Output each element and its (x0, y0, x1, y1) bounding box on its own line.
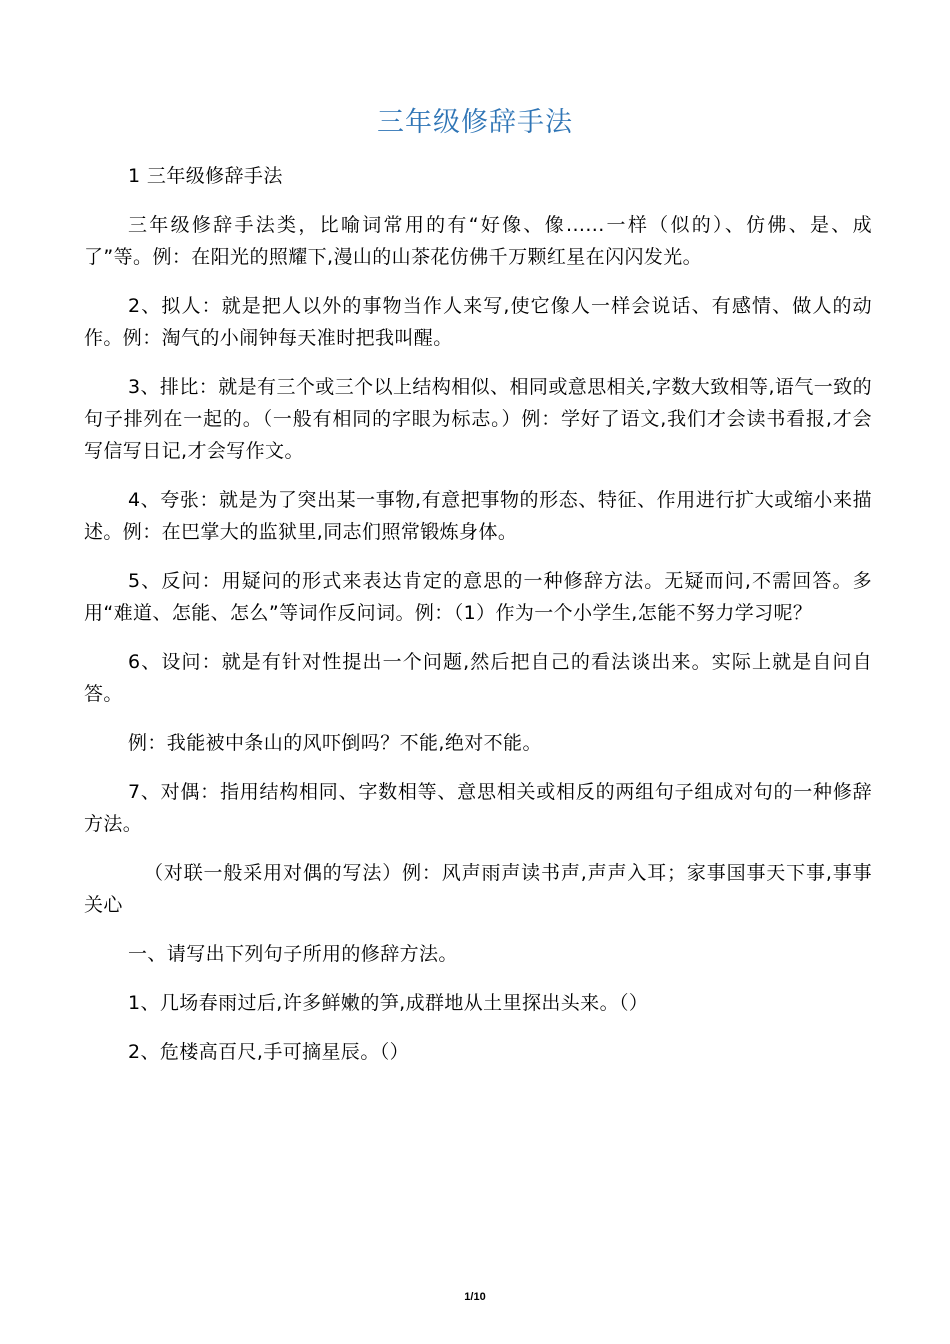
paragraph-antithesis-example: （对联一般采用对偶的写法）例：风声雨声读书声,声声入耳；家事国事天下事,事事关心 (84, 862, 872, 916)
paragraph-simile: 三年级修辞手法类，比喻词常用的有“好像、像......一样（似的）、仿佛、是、成了”等。例：在阳光的照耀下,漫山的山茶花仿佛千万颗红星在闪闪发光。 (84, 214, 872, 268)
section-heading: 1 三年级修辞手法 (128, 165, 283, 187)
paragraph-rhetorical-question: 5、反问：用疑问的形式来表达肯定的意思的一种修辞方法。无疑而问,不需回答。多用“难道、怎能、怎么”等词作反问词。例：（1）作为一个小学生,怎能不努力学习呢？ (84, 570, 872, 624)
paragraph-self-question: 6、设问：就是有针对性提出一个问题,然后把自己的看法谈出来。实际上就是自问自答。 (84, 651, 872, 705)
exercise-heading: 一、请写出下列句子所用的修辞方法。 (128, 943, 458, 965)
paragraph-self-question-example: 例：我能被中条山的风吓倒吗？不能,绝对不能。 (128, 732, 542, 754)
paragraph-personification: 2、拟人：就是把人以外的事物当作人来写,使它像人一样会说话、有感情、做人的动作。例：淘气的小闹钟每天准时把我叫醒。 (84, 295, 872, 349)
exercise-item-2: 2、危楼高百尺,手可摘星辰。（） (128, 1041, 410, 1063)
exercise-item-1: 1、几场春雨过后,许多鲜嫩的笋,成群地从土里探出头来。（） (128, 992, 649, 1014)
paragraph-parallelism: 3、排比：就是有三个或三个以上结构相似、相同或意思相关,字数大致相等,语气一致的句子排列在一起的。（一般有相同的字眼为标志。）例：学好了语文,我们才会读书看报,才会写信写日记,才会写作文。 (84, 376, 872, 462)
document-title: 三年级修辞手法 (377, 107, 573, 138)
document-body (84, 160, 872, 1085)
page-number: 1/10 (464, 1291, 486, 1303)
paragraph-antithesis: 7、对偶：指用结构相同、字数相等、意思相关或相反的两组句子组成对句的一种修辞方法。 (84, 781, 872, 835)
paragraph-hyperbole: 4、夸张：就是为了突出某一事物,有意把事物的形态、特征、作用进行扩大或缩小来描述。例：在巴掌大的监狱里,同志们照常锻炼身体。 (84, 489, 872, 543)
